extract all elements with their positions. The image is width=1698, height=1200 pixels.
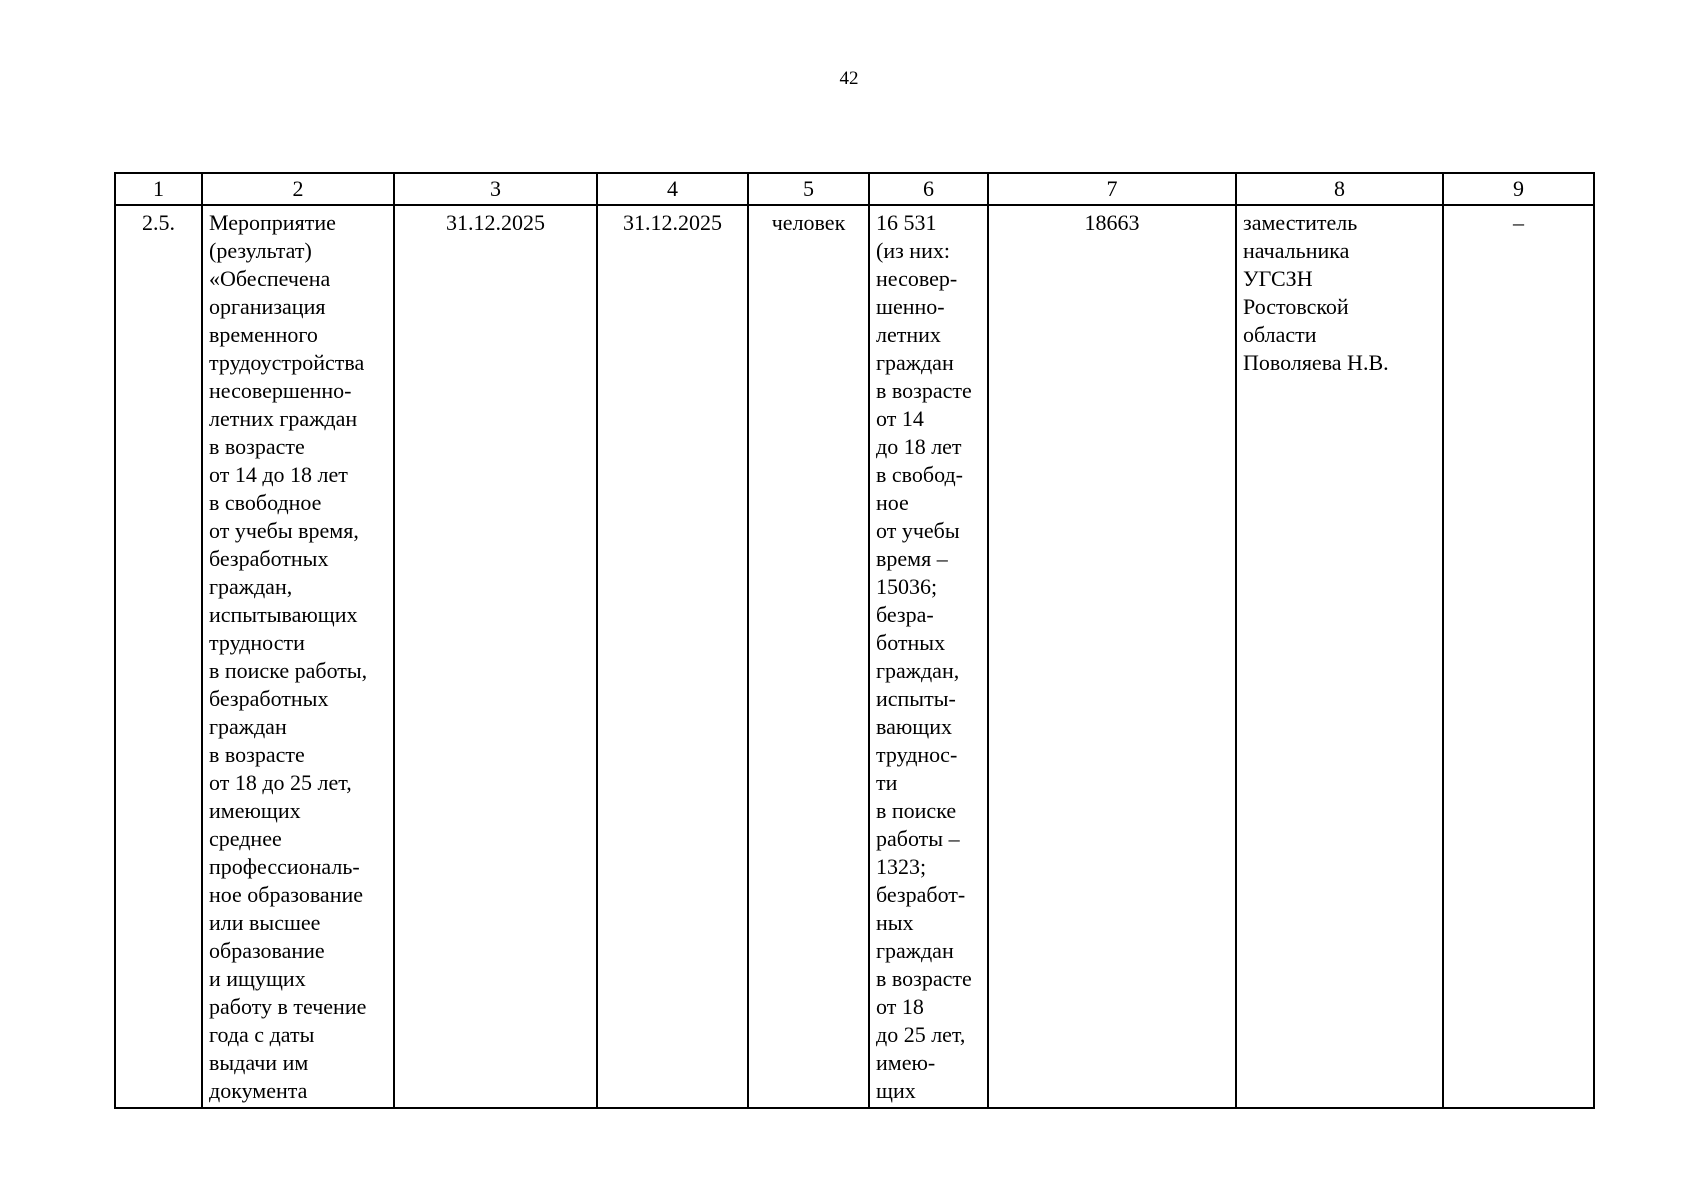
text-line: несовер- (876, 266, 958, 291)
text-line: Мероприятие (209, 210, 336, 235)
text-line: трудноc- (876, 742, 958, 767)
text-line: безработных (209, 686, 329, 711)
text-line: шенно- (876, 294, 945, 319)
text-line: 16 531 (876, 210, 937, 235)
text-line: работы – (876, 826, 960, 851)
header-cell-5: 5 (748, 173, 869, 205)
text-line: граждан (209, 714, 287, 739)
end-date-cell: 31.12.2025 (597, 205, 748, 1108)
text-line: образование (209, 938, 325, 963)
text-line: организация (209, 294, 326, 319)
header-cell-8: 8 (1236, 173, 1443, 205)
text-line: начальника (1243, 238, 1350, 263)
text-line: безработ- (876, 882, 966, 907)
header-cell-7: 7 (988, 173, 1236, 205)
text-line: граждан, (876, 658, 960, 683)
text-line: в поиске работы, (209, 658, 368, 683)
text-line: в возрасте (209, 742, 305, 767)
row-number-cell: 2.5. (115, 205, 202, 1108)
text-line: (из них: (876, 238, 950, 263)
text-line: трудности (209, 630, 305, 655)
header-cell-4: 4 (597, 173, 748, 205)
text-line: временного (209, 322, 318, 347)
text-line: от учебы время, (209, 518, 359, 543)
header-cell-9: 9 (1443, 173, 1594, 205)
text-line: года с даты (209, 1022, 315, 1047)
header-row (115, 173, 1594, 205)
text-line: документа (209, 1078, 308, 1103)
text-line: Ростовской (1243, 294, 1349, 319)
text-line: в возрасте (876, 378, 972, 403)
text-line: время – (876, 546, 948, 571)
text-line: граждан (876, 938, 954, 963)
text-line: ное (876, 490, 909, 515)
text-line: выдачи им (209, 1050, 309, 1075)
text-line: имею- (876, 1050, 936, 1075)
measure-description-cell (202, 205, 394, 1108)
value-breakdown-cell (869, 205, 988, 1108)
start-date-cell: 31.12.2025 (394, 205, 597, 1108)
text-line: работу в течение (209, 994, 367, 1019)
responsible-person-cell (1236, 205, 1443, 1108)
text-line: среднее (209, 826, 282, 851)
text-line: испытывающих (209, 602, 358, 627)
text-line: УГСЗН (1243, 266, 1313, 291)
text-line: в поиске (876, 798, 957, 823)
text-line: ботных (876, 630, 946, 655)
text-line: несовершенно- (209, 378, 352, 403)
text-line: в свободное (209, 490, 322, 515)
header-cell-2: 2 (202, 173, 394, 205)
text-line: в возрасте (876, 966, 972, 991)
text-line: щих (876, 1078, 916, 1103)
text-line: имеющих (209, 798, 301, 823)
text-line: «Обеспечена (209, 266, 331, 291)
text-line: вающих (876, 714, 953, 739)
unit-cell: человек (748, 205, 869, 1108)
text-line: от 14 (876, 406, 924, 431)
page-number: 42 (839, 68, 859, 89)
plan-table (114, 172, 1595, 1109)
text-line: ти (876, 770, 898, 795)
text-line: 1323; (876, 854, 927, 879)
header-cell-6: 6 (869, 173, 988, 205)
text-line: или высшее (209, 910, 321, 935)
text-line: ных (876, 910, 914, 935)
text-line: и ищущих (209, 966, 306, 991)
text-line: от 14 до 18 лет (209, 462, 348, 487)
total-value-cell: 18663 (988, 205, 1236, 1108)
text-line: трудоустройства (209, 350, 365, 375)
text-line: до 25 лет, (876, 1022, 966, 1047)
text-line: летних граждан (209, 406, 358, 431)
text-line: граждан (876, 350, 954, 375)
text-line: от 18 (876, 994, 924, 1019)
note-cell: – (1443, 205, 1594, 1108)
text-line: в свобод- (876, 462, 963, 487)
text-line: в возрасте (209, 434, 305, 459)
text-line: области (1243, 322, 1317, 347)
text-line: профессиональ- (209, 854, 360, 879)
text-line: до 18 лет (876, 434, 962, 459)
text-line: от 18 до 25 лет, (209, 770, 352, 795)
text-line: ное образование (209, 882, 363, 907)
text-line: граждан, (209, 574, 293, 599)
text-line: испыты- (876, 686, 956, 711)
header-cell-1: 1 (115, 173, 202, 205)
text-line: Поволяева Н.В. (1243, 350, 1389, 375)
header-cell-3: 3 (394, 173, 597, 205)
text-line: 15036; (876, 574, 938, 599)
text-line: (результат) (209, 238, 312, 263)
text-line: заместитель (1243, 210, 1358, 235)
text-line: летних (876, 322, 941, 347)
table-row (115, 205, 1594, 1108)
text-line: от учебы (876, 518, 960, 543)
text-line: безра- (876, 602, 934, 627)
text-line: безработных (209, 546, 329, 571)
